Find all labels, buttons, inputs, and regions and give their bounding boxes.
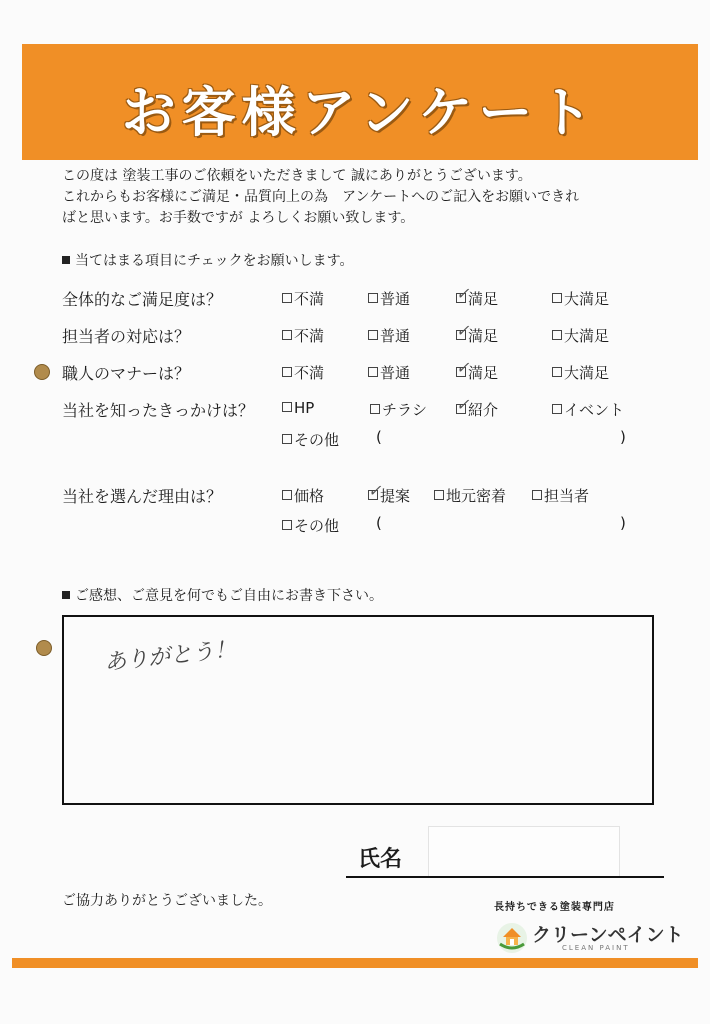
option-checkbox[interactable]: 不満 bbox=[282, 362, 324, 383]
name-field[interactable] bbox=[428, 826, 620, 878]
bullet-square-icon bbox=[62, 591, 70, 599]
paren-close: ) bbox=[620, 514, 626, 532]
page-title: お客様アンケート bbox=[121, 81, 599, 144]
brand-subtitle: CLEAN PAINT bbox=[562, 944, 630, 952]
check-mark-icon: ✓ bbox=[456, 284, 470, 303]
option-checkbox[interactable]: チラシ bbox=[370, 399, 427, 420]
checkbox-icon bbox=[368, 293, 378, 303]
question-label: 当社を選んだ理由は？ bbox=[62, 487, 223, 506]
checkbox-icon bbox=[370, 404, 380, 414]
option-checkbox[interactable]: 不満 bbox=[282, 325, 324, 346]
option-checkbox-checked[interactable]: ✓ 満足 bbox=[456, 284, 499, 308]
option-checkbox[interactable]: 不満 bbox=[282, 288, 324, 309]
thanks-text: ご協力ありがとうございました。 bbox=[62, 893, 272, 909]
comment-instruction: ご感想、ご意見を何でもご自由にお書き下さい。 bbox=[62, 585, 383, 605]
comment-text: ありがとう！ bbox=[103, 637, 238, 676]
checkbox-icon bbox=[456, 358, 470, 377]
checkbox-icon bbox=[434, 490, 444, 500]
name-label: 氏名 bbox=[358, 847, 403, 872]
option-checkbox-other[interactable]: その他 bbox=[282, 515, 339, 536]
option-checkbox[interactable]: 大満足 bbox=[552, 362, 609, 383]
option-checkbox[interactable]: 普通 bbox=[368, 325, 410, 346]
option-checkbox[interactable]: 普通 bbox=[368, 288, 410, 309]
checkbox-icon bbox=[456, 395, 470, 414]
checkbox-icon bbox=[368, 330, 378, 340]
house-logo-icon bbox=[496, 922, 528, 954]
check-mark-icon: ✓ bbox=[456, 395, 470, 414]
checkbox-icon bbox=[282, 402, 292, 412]
paren-open: ( bbox=[376, 514, 382, 532]
check-mark-icon: ✓ bbox=[456, 321, 470, 340]
checkbox-icon bbox=[282, 367, 292, 377]
option-checkbox-checked[interactable]: ✓ 満足 bbox=[456, 321, 499, 345]
paren-open: ( bbox=[376, 428, 382, 446]
check-mark-icon: ✓ bbox=[368, 481, 382, 500]
company-tagline: 長持ちできる塗装専門店 bbox=[494, 902, 615, 913]
question-label: 担当者の対応は？ bbox=[62, 327, 191, 346]
title-banner bbox=[22, 44, 698, 160]
intro-text bbox=[62, 166, 672, 229]
option-checkbox[interactable]: HP bbox=[282, 399, 314, 417]
binder-hole bbox=[34, 364, 50, 380]
intro-line: これからもお客様にご満足・品質向上の為 アンケートへのご記入をお願いできれ bbox=[62, 189, 580, 205]
check-mark-icon: ✓ bbox=[456, 358, 470, 377]
checkbox-icon bbox=[552, 367, 562, 377]
intro-line: ばと思います。お手数ですが よろしくお願い致します。 bbox=[62, 210, 415, 226]
option-checkbox-checked[interactable]: ✓ 満足 bbox=[456, 358, 499, 382]
question-label: 全体的なご満足度は？ bbox=[62, 290, 223, 309]
name-underline bbox=[346, 876, 664, 878]
option-checkbox[interactable]: 大満足 bbox=[552, 325, 609, 346]
option-checkbox[interactable]: 普通 bbox=[368, 362, 410, 383]
bottom-accent-bar bbox=[12, 958, 698, 968]
checkbox-icon bbox=[368, 367, 378, 377]
checkbox-icon bbox=[282, 330, 292, 340]
checkbox-icon bbox=[456, 321, 470, 340]
intro-line: この度は 塗装工事のご依頼をいただきまして 誠にありがとうございます。 bbox=[62, 168, 532, 184]
option-checkbox[interactable]: 価格 bbox=[282, 485, 324, 506]
question-label: 当社を知ったきっかけは？ bbox=[62, 401, 255, 420]
checkbox-icon bbox=[552, 330, 562, 340]
option-checkbox[interactable]: 担当者 bbox=[532, 485, 589, 506]
checkbox-icon bbox=[552, 293, 562, 303]
checkbox-icon bbox=[282, 520, 292, 530]
bullet-square-icon bbox=[62, 256, 70, 264]
option-checkbox-checked[interactable]: ✓ 提案 bbox=[368, 481, 411, 505]
binder-hole bbox=[36, 640, 52, 656]
checkbox-icon bbox=[282, 293, 292, 303]
checkbox-icon bbox=[456, 284, 470, 303]
check-instruction: 当てはまる項目にチェックをお願いします。 bbox=[62, 250, 353, 270]
checkbox-icon bbox=[368, 481, 382, 500]
option-checkbox-other[interactable]: その他 bbox=[282, 429, 339, 450]
paren-close: ) bbox=[620, 428, 626, 446]
option-checkbox[interactable]: 大満足 bbox=[552, 288, 609, 309]
question-label: 職人のマナーは？ bbox=[62, 364, 191, 383]
checkbox-icon bbox=[282, 490, 292, 500]
brand-name: クリーンペイント bbox=[532, 924, 684, 946]
checkbox-icon bbox=[282, 434, 292, 444]
comment-box[interactable] bbox=[62, 615, 654, 805]
option-checkbox[interactable]: イベント bbox=[552, 399, 624, 420]
checkbox-icon bbox=[532, 490, 542, 500]
checkbox-icon bbox=[552, 404, 562, 414]
option-checkbox[interactable]: 地元密着 bbox=[434, 485, 506, 506]
option-checkbox-checked[interactable]: ✓ 紹介 bbox=[456, 395, 499, 419]
